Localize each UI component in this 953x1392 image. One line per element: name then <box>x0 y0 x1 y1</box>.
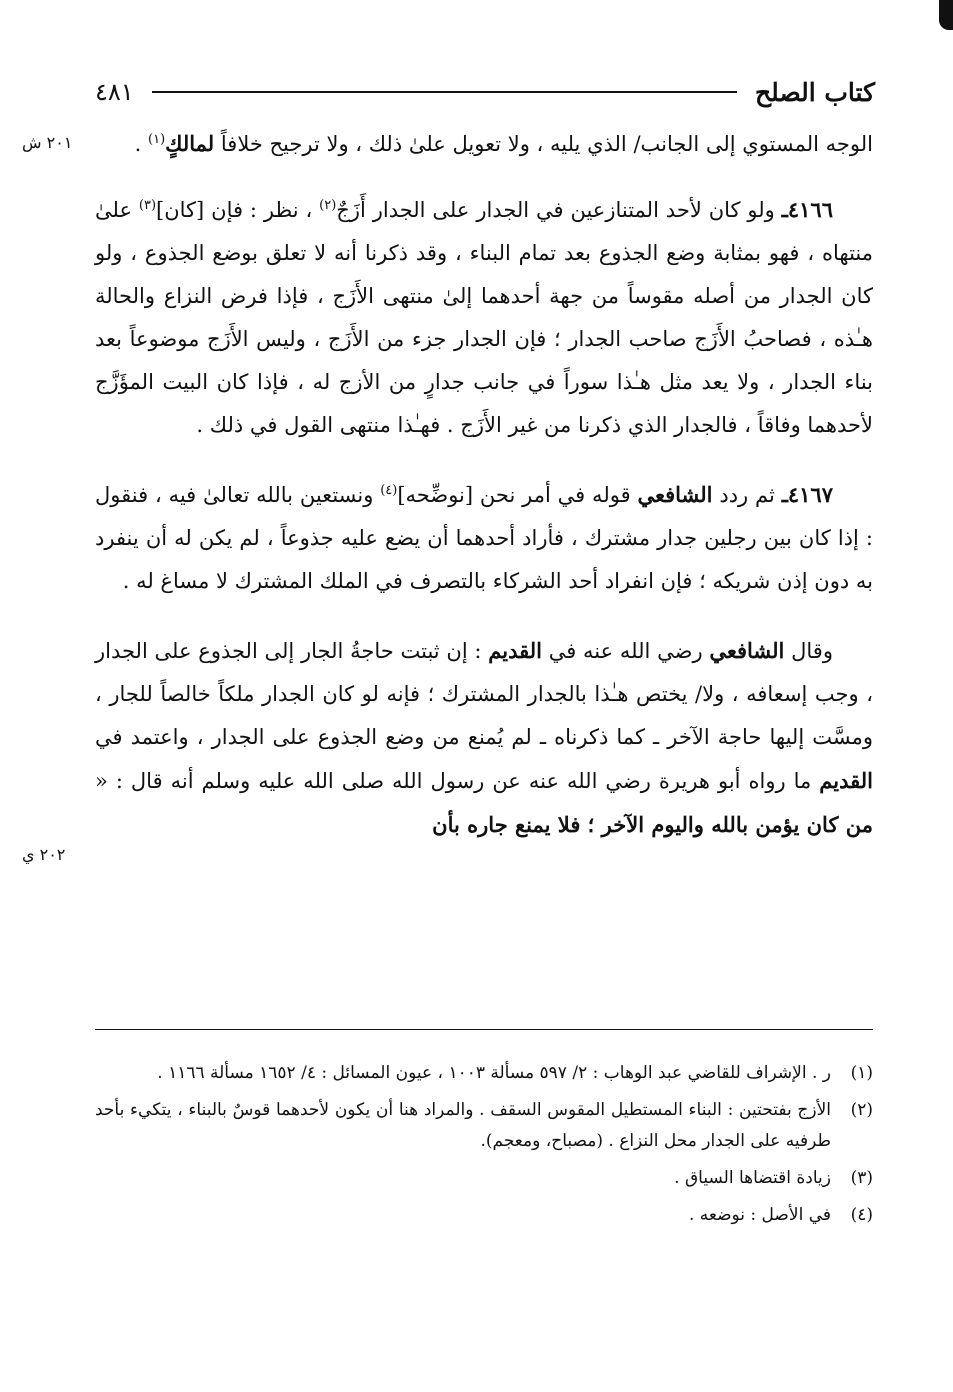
footnote-text: ر . الإشراف للقاضي عبد الوهاب : ٢/ ٥٩٧ مسألة ١٠٠٣ ، عيون المسائل : ٤/ ١٦٥٢ مسألة ١١٦٦ . <box>157 1063 831 1083</box>
margin-note-2: ٢٠٢ ي <box>22 845 66 864</box>
paragraph-4167 <box>95 473 873 603</box>
text-run: قوله في أمر نحن [نوضِّحه] <box>397 483 638 507</box>
footnote-number: (١) <box>850 1063 873 1083</box>
paragraph-number: ٤١٦٦ـ <box>781 197 833 222</box>
text-run: وقال <box>784 639 833 663</box>
bold-name: الشافعي <box>709 638 785 663</box>
footnote-item <box>95 1200 873 1231</box>
page-corner-mark <box>939 0 953 30</box>
footnote-number: (٤) <box>850 1205 873 1225</box>
text-run: ونستعين بالله تعالىٰ فيه ، فنقول : إذا كان بين رجلين جدار مشترك ، فأراد أحدهما أن يضع عليه جذوعاً ، لم يكن له أن ينفرد به دون إذن شريكه ؛ فإن انفراد أحد الشركاء بالتصرف في الملك المشترك لا مساغ له . <box>95 483 873 593</box>
text-run: ما رواه أبو هريرة رضي الله عنه عن رسول الله صلى الله عليه وسلم أنه قال : « <box>95 769 820 793</box>
bold-term: القديم <box>488 638 542 663</box>
paragraph-shafii-qadim <box>95 629 873 847</box>
paragraph-continuation <box>95 122 873 166</box>
text-run: ، نظر : فإن [كان] <box>156 198 320 222</box>
book-title: كتاب الصلح <box>755 77 875 107</box>
footnote-ref: (٤) <box>380 483 398 498</box>
text-run: . <box>134 132 149 156</box>
text-run: علىٰ منتهاه ، فهو بمثابة وضع الجذوع بعد تمام البناء ، وقد ذكرنا أنه لا تعلق بوضع الجذوع ، ولو كان الجدار من أصله مقوساً من جهة أحدهما إلىٰ منتهى الأَزَج ، فإذا فرض النزاع والحالة هـٰذه ، فصاحبُ الأَزَج صاحب الجدار ؛ فإن الجدار جزء من الأَزَج ، وليس الأَزَج موضوعاً بعد بناء الجدار ، ولا يعد مثل هـٰذا سوراً في جانب جدارٍ من الأزج له ، فإذا كان البيت المؤَزَّج لأحدهما وفاقاً ، فالجدار الذي ذكرنا من غير الأَزَج . فهـٰذا منتهى القول في ذلك . <box>95 198 873 437</box>
text-run: ولو كان لأحد المتنازعين في الجدار على الجدار أَزَجٌ <box>336 198 782 222</box>
text-run: : إن ثبتت حاجةُ الجار إلى الجذوع على الجدار ، وجب إسعافه ، ولا/ يختص هـٰذا بالجدار المشترك ؛ فإنه لو كان الجدار ملكاً خالصاً للجار ، ومسَّت إليها حاجة الآخر ـ كما ذكرناه ـ لم يُمنع من وضع الجذوع على الجدار ، واعتمد في <box>95 639 873 749</box>
footnote-item <box>95 1163 873 1194</box>
page-header <box>95 72 875 112</box>
text-run: رضي الله عنه في <box>541 639 710 663</box>
body-text <box>95 122 873 873</box>
footnote-number: (٢) <box>850 1100 873 1120</box>
bold-hadith: من كان يؤمن بالله واليوم الآخر ؛ فلا يمنع جاره بأن <box>432 812 873 837</box>
text-run: ثم ردد <box>712 483 782 507</box>
footnote-item <box>95 1058 873 1089</box>
footnote-text: زيادة اقتضاها السياق . <box>674 1168 831 1188</box>
footnote-item <box>95 1095 873 1157</box>
text-run: الوجه المستوي إلى الجانب/ الذي يليه ، ولا تعويل علىٰ ذلك ، ولا ترجيح خلافاً <box>214 132 873 156</box>
footnote-ref: (٢) <box>319 198 337 213</box>
footnotes <box>95 1058 873 1237</box>
page-number: ٤٨١ <box>95 78 134 106</box>
bold-name: الشافعي <box>637 482 713 507</box>
header-rule <box>152 91 737 93</box>
paragraph-number: ٤١٦٧ـ <box>781 482 833 507</box>
bold-name: لمالكٍ <box>165 131 215 156</box>
footnote-ref: (١) <box>148 132 166 147</box>
footnote-rule <box>95 1029 873 1030</box>
margin-note-1: ٢٠١ ش <box>22 133 73 152</box>
footnote-number: (٣) <box>850 1168 873 1188</box>
paragraph-4166 <box>95 188 873 447</box>
footnote-ref: (٣) <box>138 198 157 213</box>
footnote-text: في الأصل : نوضعه . <box>688 1205 831 1225</box>
footnote-text: الأزج بفتحتين : البناء المستطيل المقوس السقف . والمراد هنا أن يكون لأحدهما قوسٌ بالبناء ، يتكيء بأحد طرفيه على الجدار محل النزاع . (مصباح، ومعجم). <box>95 1100 831 1151</box>
bold-term: القديم <box>819 768 873 793</box>
